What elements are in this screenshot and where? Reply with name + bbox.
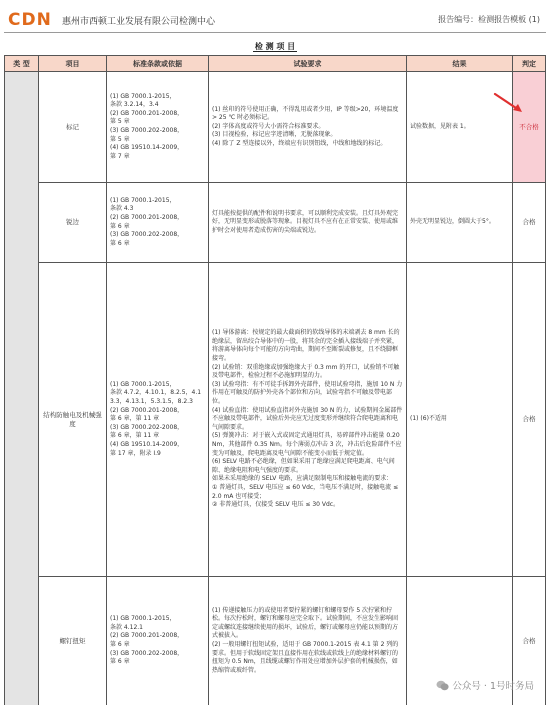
result-cell: 试验数据，见附表 1。: [407, 72, 513, 182]
table-header: [4, 55, 546, 72]
judgement-cell: 合格: [522, 636, 536, 645]
standard-cell: (1) GB 7000.1-2015， 条款 3.2.14，3.4 (2) GB 7000.201-2008， 第 5 章 (3) GB 7000.202-2008， 第 5 章 (4) GB 19510.14-2009， 第 7 章: [107, 72, 209, 182]
company-logo: CDN: [8, 10, 52, 30]
item-cell: 锐边: [39, 183, 107, 262]
report-number: 报告编号：检测报告模板 (1): [438, 15, 540, 24]
judgement-cell-fail: 不合格: [513, 72, 545, 182]
col-header-judgement: 判定: [522, 59, 536, 68]
watermark-text: 公众号 · 1号时务局: [452, 681, 534, 692]
standard-cell: (1) GB 7000.1-2015， 条款 4.3 (2) GB 7000.201-2008， 第 6 章 (3) GB 7000.202-2008， 第 6 章: [107, 183, 209, 262]
item-cell: 标记: [39, 72, 107, 182]
col-header-result: 结果: [407, 56, 513, 71]
table-row: [39, 263, 545, 577]
standard-cell: (1) GB 7000.1-2015， 条款 4.7.2，4.10.1，8.2.5，4.13.3，4.13.1，5.3.1.5，8.2.3 (2) GB 7000.201-2008， 第 6 章，第 11 章 (3) GB 7000.202-2008， 第 6 章，第 11 章 (4) GB 19510.14-2009， 第 17 章，附录 I.9: [107, 263, 209, 576]
item-cell: 结构防触电及机械强度: [39, 263, 107, 576]
watermark: [436, 678, 534, 692]
wechat-icon: [436, 680, 449, 691]
requirement-cell: 灯具能按提供的配件和说明书要求，可以顺利完成安装。且灯具外观完好，无明显变形或脱落等现象。目视灯具不应有在正常安装、使用或维护时会对使用者造成伤害的尖端或锐边。: [209, 183, 407, 262]
company-name: 惠州市西顿工业发展有限公司检测中心: [62, 17, 216, 27]
requirement-cell: (1) 丝印的符号使用正确，不得乱用或者少用，IP 等级>20，环境温度 > 25 ℃ 时必须标记。 (2) 字体高度或符号大小需符合标准要求。 (3) 目视检验，标记应字迹清晰，无脱落现象。 (4) 除了 Z 型连接以外，终端应有识别钮线，中线和地线的标记。: [209, 72, 407, 182]
test-items-table: [4, 72, 546, 705]
table-row: [39, 72, 545, 183]
judgement-cell: 合格: [522, 415, 536, 424]
col-header-item: 项目: [39, 56, 107, 71]
result-cell: (1) (6)不适用: [407, 263, 513, 576]
category-column: [5, 72, 39, 705]
table-row: [39, 183, 545, 263]
item-cell: 螺钉扭矩: [39, 577, 107, 705]
col-header-type: 类 型: [5, 56, 39, 71]
standard-cell: (1) GB 7000.1-2015， 条款 4.12.1 (2) GB 7000.201-2008， 第 6 章 (3) GB 7000.202-2008， 第 6 章: [107, 577, 209, 705]
report-header: [0, 0, 550, 38]
section-title: 检 测 项 目: [254, 42, 296, 51]
requirement-cell: (1) 导体游离：按规定的最大截面积的软线导体的末端剥去 8 mm 长的绝缘层，留出绞合导体中的一股，将其余的完全插入接线端子并夹紧，将游离导体向每个可能的方向弯曲，期间不至断裂或修复，且不绕脚框接弯。 (2) 试验销：双重绝缘或加强绝缘大于 0.3 mm 的开口，试验销不可触及带电部件，检验过程不必施加明显的力。 (3) 试验弯指：有不可徒手拆卸外壳部件，使用试验弯指，施加 10 N 力作用在可触及的防护外壳各个部位和方向，试验弯指不可触及带电部位。 (4) 试验直指：使用试验直指对外壳施加 30 N 的力，试验期间金属部件不应触及带电部件，试验后外壳应无过度变形并继续符合爬电距离和电气间隙要求。 (5) 弹簧冲击：对于嵌入式或固定式通用灯具，易碎部件冲击能量 0.20 Nm，其他部件 0.35 Nm。每个薄弱点冲击 3 次，冲击后危险部件不应变为可触及，爬电距离及电气间隙不能变小而低于规定值。 (6) SELV 电路不必绝缘，但如果采用了绝缘应满足爬电距离、电气间隙、绝缘电阻和电气强度的要求。 如果未采用绝缘的 SELV 电路，应满足限制电压和接触电流的要求： ① 普通灯具，SELV 电压应 ≤ 60 Vdc，当电压不满足时，接触电流 ≤ 2.0 mA 也可接受； ② 非普通灯具，仅接受 SELV 电压 ≤ 30 Vdc。: [209, 263, 407, 576]
result-cell: 外壳无明显锐边，倒圆大于5°。: [407, 183, 513, 262]
judgement-cell: 合格: [522, 218, 536, 227]
header-divider: [4, 32, 546, 33]
col-header-requirement: 试验要求: [209, 56, 407, 71]
requirement-cell: (1) 传递接触压力的或使用者要拧紧的螺钉和螺母要作 5 次拧紧和拧松。每次拧松时，螺钉和螺母应完全取下。试验期间，不应发生影响固定或螺纹连接继续使用的损坏，试验后，螺钉或螺母应仍能以预期的方式被拔入。 (2) 一般用螺钉扭矩试验，适用于 GB 7000.1-2015 表 4.1 第 2 列的要求。但用于软线固定架且直接作用在软线或软线上的绝缘材料螺钉的扭矩为 0.5 Nm，且线缆或螺钉作用处应增加外层护套的机械损伤，如热缩管或玻纤管。: [209, 577, 407, 705]
red-arrow-icon: [493, 92, 525, 114]
col-header-standard: 标准条款或依据: [107, 56, 209, 71]
